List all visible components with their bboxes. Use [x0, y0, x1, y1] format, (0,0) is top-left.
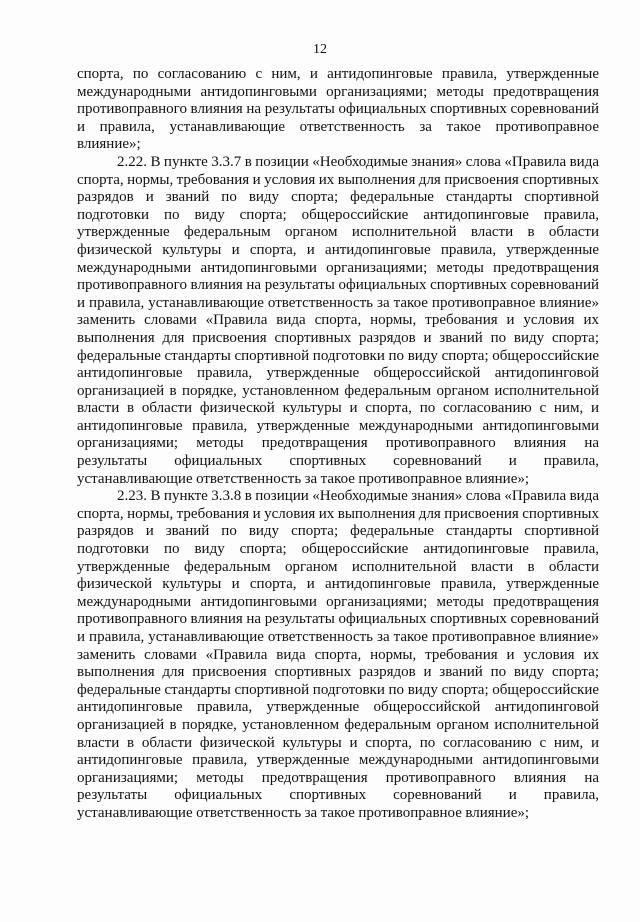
document-body	[77, 66, 599, 823]
paragraph-2-22: 2.22. В пункте 3.3.7 в позиции «Необходимые знания» слова «Правила вида спорта, нормы, требования и условия их выполнения для присвоения спортивных разрядов и званий по виду спорта; федеральные стандарты спортивной подготовки по виду спорта; общероссийские антидопинговые правила, утвержденные федеральным органом исполнительной власти в области физической культуры и спорта, и антидопинговые правила, утвержденные международными антидопинговыми организациями; методы предотвращения противоправного влияния на результаты официальных спортивных соревнований и правила, устанавливающие ответственность за такое противоправное влияние» заменить словами «Правила вида спорта, нормы, требования и условия их выполнения для присвоения спортивных разрядов и званий по виду спорта; федеральные стандарты спортивной подготовки по виду спорта; общероссийские антидопинговые правила, утвержденные общероссийской антидопинговой организацией в порядке, установленном федеральным органом исполнительной власти в области физической культуры и спорта, по согласованию с ним, и антидопинговые правила, утвержденные международными антидопинговыми организациями; методы предотвращения противоправного влияния на результаты официальных спортивных соревнований и правила, устанавливающие ответственность за такое противоправное влияние»;	[77, 153, 599, 487]
paragraph-continuation: спорта, по согласованию с ним, и антидопинговые правила, утвержденные международными антидопинговыми организациями; методы предотвращения противоправного влияния на результаты официальных спортивных соревнований и правила, устанавливающие ответственность за такое противоправное влияние»;	[77, 66, 599, 153]
page-number: 12	[313, 42, 327, 57]
paragraph-2-23: 2.23. В пункте 3.3.8 в позиции «Необходимые знания» слова «Правила вида спорта, нормы, требования и условия их выполнения для присвоения спортивных разрядов и званий по виду спорта; федеральные стандарты спортивной подготовки по виду спорта; общероссийские антидопинговые правила, утвержденные федеральным органом исполнительной власти в области физической культуры и спорта, и антидопинговые правила, утвержденные международными антидопинговыми организациями; методы предотвращения противоправного влияния на результаты официальных спортивных соревнований и правила, устанавливающие ответственность за такое противоправное влияние» заменить словами «Правила вида спорта, нормы, требования и условия их выполнения для присвоения спортивных разрядов и званий по виду спорта; федеральные стандарты спортивной подготовки по виду спорта; общероссийские антидопинговые правила, утвержденные общероссийской антидопинговой организацией в порядке, установленном федеральным органом исполнительной власти в области физической культуры и спорта, по согласованию с ним, и антидопинговые правила, утвержденные международными антидопинговыми организациями; методы предотвращения противоправного влияния на результаты официальных спортивных соревнований и правила, устанавливающие ответственность за такое противоправное влияние»;	[77, 488, 599, 821]
